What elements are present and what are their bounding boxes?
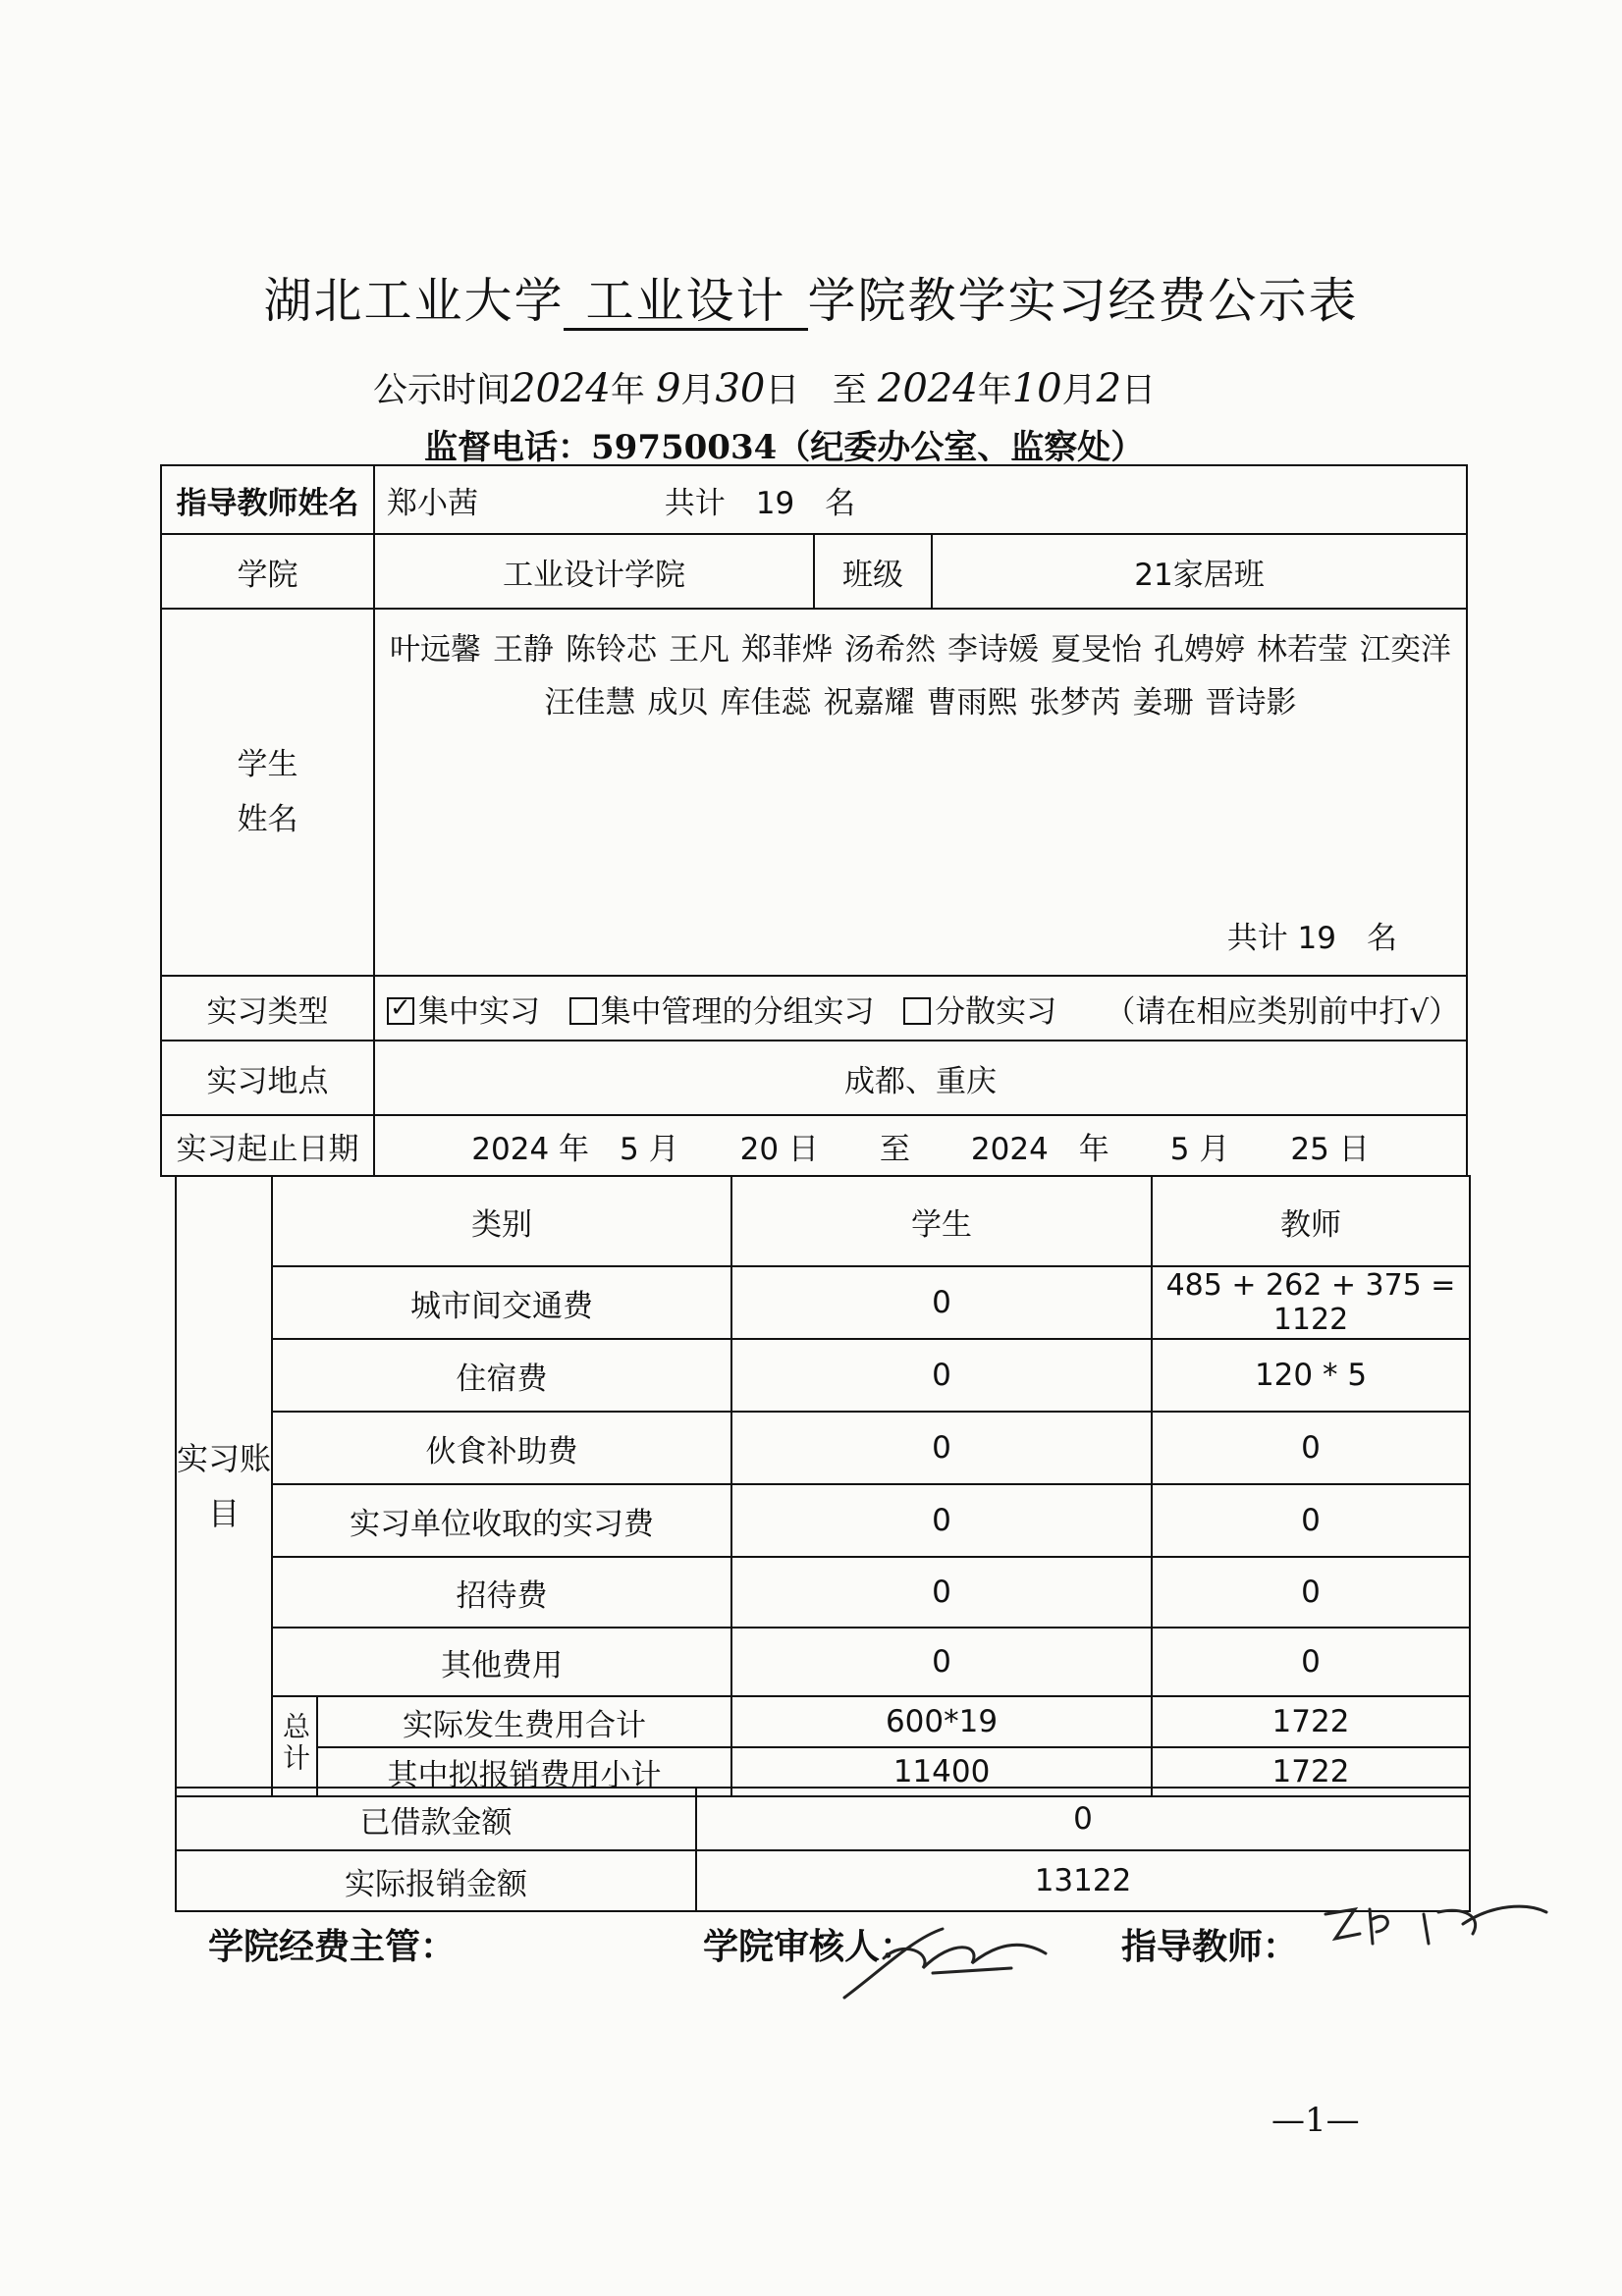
student-name: 祝嘉耀: [823, 685, 915, 721]
reimb-subtotal-row: 其中拟报销费用小计 11400 1722: [176, 1747, 1470, 1796]
supervision-phone: 监督电话：59750034（纪委办公室、监察处）: [424, 428, 1145, 467]
reviewer-signature: [825, 1899, 1060, 2017]
col-student: 学生: [731, 1176, 1152, 1266]
student-name: 郑菲烨: [741, 632, 833, 667]
reviewer-label: 学院审核人：: [703, 1926, 916, 1967]
students-label: 学生 姓名: [161, 609, 374, 976]
col-category: 类别: [272, 1176, 731, 1266]
student-name: 夏旻怡: [1051, 632, 1142, 667]
checkbox-centralized[interactable]: [387, 997, 414, 1025]
class-label: 班级: [814, 534, 932, 609]
title-college-blank: 工业设计: [564, 275, 807, 331]
student-name: 王静: [493, 632, 554, 667]
col-teacher: 教师: [1152, 1176, 1470, 1266]
table-row: 其他费用 0 0: [176, 1628, 1470, 1696]
students-cell: [374, 609, 1467, 976]
summary-table: [175, 1787, 1471, 1912]
student-name: 晋诗影: [1205, 685, 1297, 721]
pub-label: 公示时间: [373, 371, 512, 410]
pub-start-day: 30: [715, 366, 766, 411]
info-table: [160, 464, 1468, 1177]
pub-start-year: 2024: [511, 366, 611, 411]
page-number: —1—: [1271, 2101, 1360, 2140]
dates-label: 实习起止日期: [161, 1115, 374, 1176]
student-name: 江奕洋: [1360, 632, 1451, 667]
place-value: 成都、重庆: [374, 1041, 1467, 1115]
type-label: 实习类型: [161, 976, 374, 1041]
type-note: （请在相应类别前中打√）: [1105, 993, 1460, 1030]
place-label: 实习地点: [161, 1041, 374, 1115]
borrowed-label: 已借款金额: [176, 1788, 696, 1850]
teacher-row: [161, 465, 1467, 534]
student-name: 李诗媛: [947, 632, 1039, 667]
table-row: 招待费 0 0: [176, 1557, 1470, 1628]
table-row: 城市间交通费 0 485 + 262 + 375 = 1122: [176, 1266, 1470, 1339]
publication-period: 公示时间2024年 9月30日 至 2024年10月2日: [373, 366, 1157, 411]
student-name: 库佳蕊: [720, 685, 812, 721]
student-name: 汪佳慧: [544, 685, 636, 721]
pub-end-day: 2: [1096, 366, 1122, 411]
total-label: 总计: [272, 1696, 317, 1796]
checkbox-dispersed[interactable]: [903, 997, 931, 1025]
student-name: 汤希然: [844, 632, 936, 667]
teacher-sign-label: 指导教师：: [1121, 1926, 1299, 1967]
actual-total-row: 总计 实际发生费用合计 600*19 1722: [176, 1696, 1470, 1747]
type-options: ✓ 集中实习 集中管理的分组实习 分散实习 （请在相应类别前中打√）: [374, 976, 1467, 1041]
accounts-header-row: [176, 1176, 1470, 1266]
student-name: 成贝: [647, 685, 709, 721]
student-name: 孔娉婷: [1154, 632, 1245, 667]
student-name: 姜珊: [1132, 685, 1194, 721]
teacher-total: 共计 19 名: [664, 485, 856, 521]
actual-label: 实际报销金额: [176, 1850, 696, 1911]
pub-end-month: 10: [1011, 366, 1062, 411]
accounts-table: [175, 1175, 1471, 1797]
accounts-side-label: 实习账目: [176, 1176, 272, 1796]
teacher-name: 郑小茜: [387, 485, 478, 521]
place-row: [161, 1041, 1467, 1115]
college-label: 学院: [161, 534, 374, 609]
student-name: 陈铃芯: [566, 632, 657, 667]
dates-row: [161, 1115, 1467, 1176]
borrowed-row: [176, 1788, 1470, 1850]
student-name: 王凡: [669, 632, 730, 667]
actual-value: 13122: [696, 1850, 1470, 1911]
table-row: 伙食补助费 0 0: [176, 1412, 1470, 1484]
teacher-cell: [374, 465, 1467, 534]
student-name: 林若莹: [1257, 632, 1348, 667]
table-row: 住宿费 0 120 * 5: [176, 1339, 1470, 1412]
type-row: [161, 976, 1467, 1041]
student-name: 曹雨熙: [926, 685, 1018, 721]
page-title: 湖北工业大学 工业设计 学院教学实习经费公示表: [263, 273, 1359, 329]
table-row: 实习单位收取的实习费 0 0: [176, 1484, 1470, 1557]
actual-row: [176, 1850, 1470, 1911]
dates-value: 2024 年 5 月 20 日 至 2024 年 5 月 25 日: [374, 1115, 1467, 1176]
students-total: 共计 19 名: [1226, 921, 1398, 956]
college-value: 工业设计学院: [374, 534, 814, 609]
class-value: 21家居班: [932, 534, 1467, 609]
student-name: 叶远馨: [390, 632, 481, 667]
pub-end-year: 2024: [877, 366, 978, 411]
teacher-signature: [1316, 1895, 1551, 1973]
student-name: 张梦芮: [1029, 685, 1121, 721]
checkbox-grouped[interactable]: [569, 997, 597, 1025]
pub-start-month: 9: [655, 366, 681, 411]
student-list: [375, 610, 1466, 729]
teacher-label: 指导教师姓名: [161, 465, 374, 534]
college-row: [161, 534, 1467, 609]
finance-supervisor-label: 学院经费主管：: [208, 1926, 457, 1967]
students-row: [161, 609, 1467, 976]
borrowed-value: 0: [696, 1788, 1470, 1850]
